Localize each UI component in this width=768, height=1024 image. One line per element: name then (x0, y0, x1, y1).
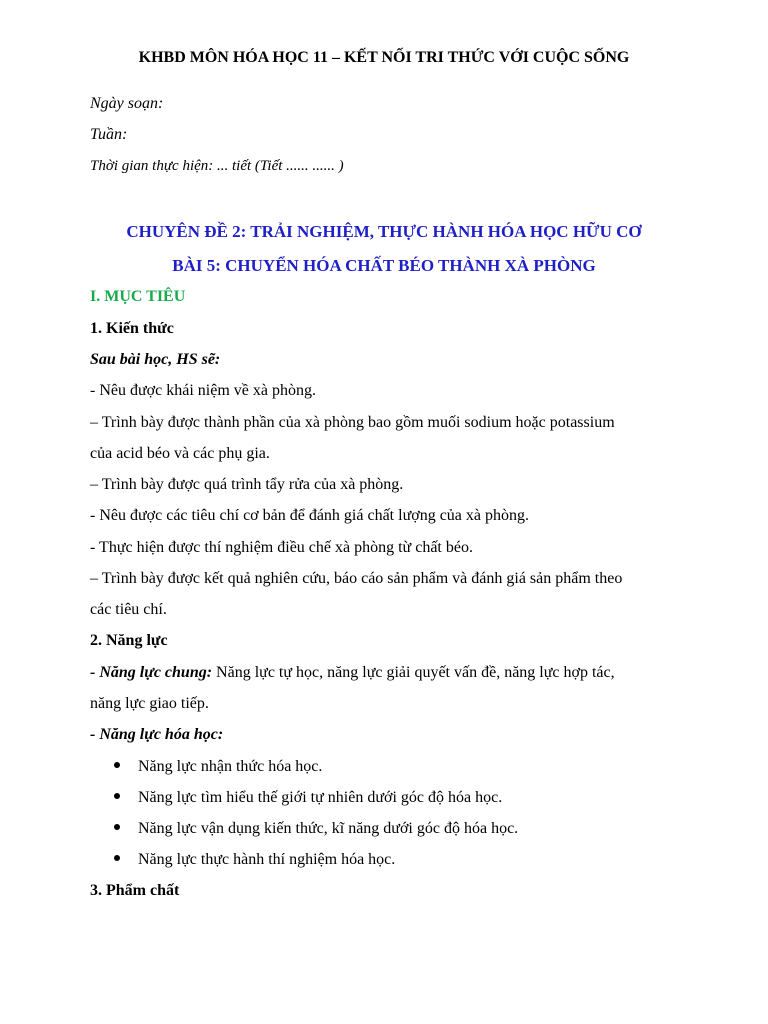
bullet-icon (114, 849, 138, 871)
section-objectives-heading: I. MỤC TIÊU (90, 288, 186, 305)
knowledge-line: – Trình bày được quá trình tẩy rửa của xà phòng. (90, 476, 404, 493)
knowledge-line: của acid béo và các phụ gia. (90, 445, 270, 462)
list-item (114, 818, 518, 840)
list-item (114, 787, 502, 809)
knowledge-line: - Nêu được khái niệm về xà phòng. (90, 382, 316, 399)
knowledge-line: - Thực hiện được thí nghiệm điều chế xà phòng từ chất béo. (90, 539, 473, 556)
time-label: Thời gian thực hiện: ... tiết (Tiết ...... ...... ) (90, 158, 344, 174)
list-item-text: Năng lực tìm hiểu thế giới tự nhiên dưới góc độ hóa học. (138, 789, 503, 806)
general-competence-text: Năng lực tự học, năng lực giải quyết vấn đề, năng lực hợp tác, (212, 664, 615, 681)
competence-heading: 2. Năng lực (90, 632, 168, 649)
knowledge-line: – Trình bày được thành phần của xà phòng bao gồm muối sodium hoặc potassium (90, 414, 615, 431)
knowledge-line: - Nêu được các tiêu chí cơ bản để đánh giá chất lượng của xà phòng. (90, 507, 530, 524)
document-header-title: KHBD MÔN HÓA HỌC 11 – KẾT NỐI TRI THỨC VỚI CUỘC SỐNG (138, 49, 630, 66)
general-competence-cont: năng lực giao tiếp. (90, 695, 209, 712)
list-item-text: Năng lực nhận thức hóa học. (138, 758, 323, 775)
list-item (114, 756, 322, 778)
knowledge-heading: 1. Kiến thức (90, 320, 174, 337)
knowledge-line: – Trình bày được kết quả nghiên cứu, báo cáo sản phẩm và đánh giá sản phẩm theo (90, 570, 623, 587)
quality-heading: 3. Phẩm chất (90, 882, 180, 899)
knowledge-line: các tiêu chí. (90, 601, 167, 618)
topic-title: CHUYÊN ĐỀ 2: TRẢI NGHIỆM, THỰC HÀNH HÓA HỌC HỮU CƠ (126, 222, 642, 241)
bullet-icon (114, 756, 138, 778)
week-label: Tuần: (90, 126, 128, 143)
general-competence-label: - Năng lực chung: (90, 664, 213, 681)
list-item-text: Năng lực vận dụng kiến thức, kĩ năng dưới góc độ hóa học. (138, 820, 519, 837)
chemistry-competence-label: - Năng lực hóa học: (90, 726, 224, 743)
bullet-icon (114, 787, 138, 809)
list-item-text: Năng lực thực hành thí nghiệm hóa học. (138, 851, 396, 868)
bullet-icon (114, 818, 138, 840)
lesson-title: BÀI 5: CHUYỂN HÓA CHẤT BÉO THÀNH XÀ PHÒNG (172, 256, 596, 275)
knowledge-intro: Sau bài học, HS sẽ: (90, 351, 221, 368)
prep-date-label: Ngày soạn: (90, 95, 164, 112)
general-competence-line (90, 662, 690, 684)
list-item (114, 849, 395, 871)
